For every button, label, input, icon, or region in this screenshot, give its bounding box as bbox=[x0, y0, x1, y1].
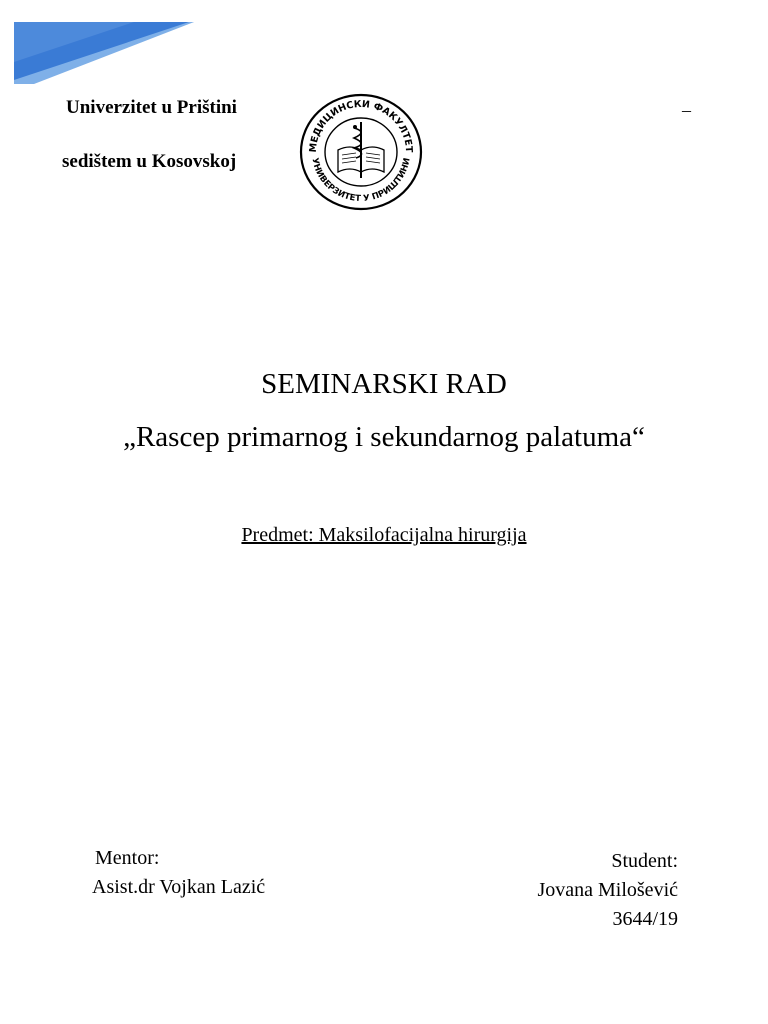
svg-text:МЕДИЦИНСКИ ФАКУЛТЕТ: МЕДИЦИНСКИ ФАКУЛТЕТ bbox=[307, 98, 415, 153]
university-name-line2: sedištem u Kosovskoj bbox=[62, 151, 237, 172]
student-index: 3644/19 bbox=[612, 908, 678, 930]
mentor-label: Mentor: bbox=[95, 847, 160, 869]
document-subtitle: „Rascep primarnog i sekundarnog palatuma“ bbox=[123, 421, 645, 453]
student-name: Jovana Milošević bbox=[537, 879, 678, 901]
student-block bbox=[537, 847, 678, 934]
subject-line bbox=[0, 524, 768, 547]
student-label: Student: bbox=[611, 850, 678, 872]
document-title: SEMINARSKI RAD bbox=[261, 368, 507, 400]
svg-text:УНИВЕРЗИТЕТ У ПРИШТИНИ: УНИВЕРЗИТЕТ У ПРИШТИНИ bbox=[309, 157, 413, 205]
header-banner-graphic bbox=[14, 22, 194, 84]
mentor-name: Asist.dr Vojkan Lazić bbox=[92, 876, 266, 898]
subject-text: Predmet: Maksilofacijalna hirurgija bbox=[241, 524, 527, 546]
header-dash: – bbox=[682, 100, 691, 120]
faculty-seal-logo bbox=[298, 92, 424, 212]
university-name-line1: Univerzitet u Prištini bbox=[66, 97, 237, 118]
